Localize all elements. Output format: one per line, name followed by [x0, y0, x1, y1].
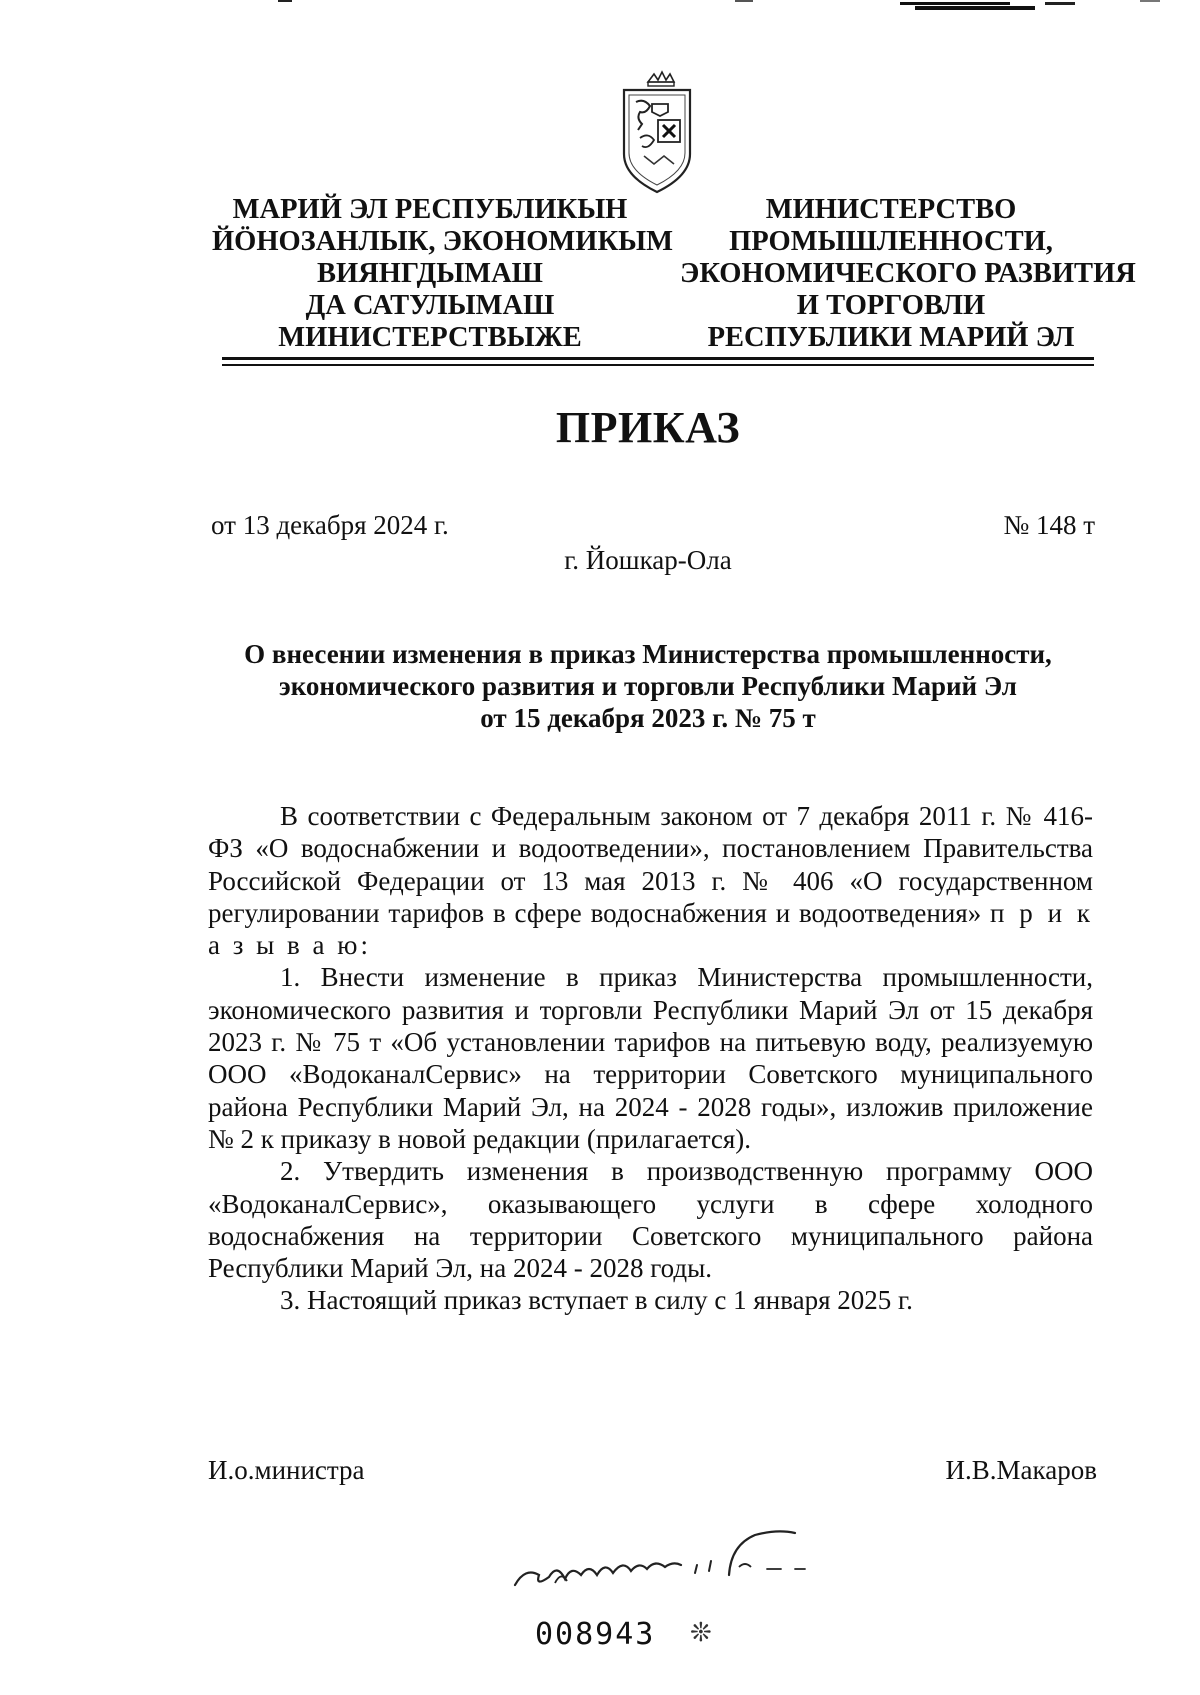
serial-mark-icon: ❊	[690, 1618, 712, 1648]
subject-line: О внесении изменения в приказ Министерства промышленности,	[244, 639, 1052, 669]
header-right-line: И ТОРГОВЛИ	[796, 290, 986, 321]
header-left-line: МАРИЙ ЭЛ РЕСПУБЛИКЫН	[232, 194, 628, 225]
signer-name: И.В.Макаров	[945, 1455, 1097, 1485]
header-right-line: РЕСПУБЛИКИ МАРИЙ ЭЛ	[707, 322, 1075, 353]
header-divider-thick	[222, 357, 1094, 360]
document-serial-number: 008943	[535, 1617, 656, 1652]
document-number: № 148 т	[1003, 510, 1095, 540]
order-item: 2. Утвердить изменения в производственную программу ООО «ВодоканалСервис», оказывающего услуги в сфере холодного водоснабжения на территории Советского муниципального района Республики Марий Эл, на 2024 - 2028 годы.	[208, 1156, 1093, 1284]
document-subject	[200, 638, 1096, 734]
header-left-line: ДА САТУЛЫМАШ	[305, 290, 555, 321]
header-divider-thin	[222, 364, 1094, 366]
header-right-line: ЭКОНОМИЧЕСКОГО РАЗВИТИЯ	[680, 258, 1136, 289]
header-right-block	[680, 194, 1136, 354]
header-left-block	[212, 194, 674, 354]
order-item: 1. Внести изменение в приказ Министерства промышленности, экономического развития и торговли Республики Марий Эл от 15 декабря 2023 г. № 75 т «Об установлении тарифов на питьевую воду, реализуемую ООО «ВодоканалСервис» на территории Советского муниципального района Республики Марий Эл, на 2024 - 2028 годы», изложив приложение № 2 к приказу в новой редакции (прилагается).	[208, 962, 1093, 1154]
coat-of-arms-icon	[618, 68, 696, 196]
order-word: п р и к а з ы в а ю:	[208, 897, 1093, 961]
subject-line: от 15 декабря 2023 г. № 75 т	[480, 703, 816, 733]
subject-line: экономического развития и торговли Республики Марий Эл	[279, 671, 1017, 701]
header-left-line: ЙӦНОЗАНЛЫК, ЭКОНОМИКЫМ	[212, 226, 674, 257]
document-date: от 13 декабря 2024 г.	[211, 510, 449, 540]
header-left-line: ВИЯНГДЫМАШ	[317, 258, 543, 289]
signer-position: И.о.министра	[208, 1455, 365, 1485]
header-left-line: МИНИСТЕРСТВЫЖЕ	[278, 322, 582, 353]
header-right-line: ПРОМЫШЛЕННОСТИ,	[729, 226, 1053, 257]
document-city: г. Йошкар-Ола	[564, 545, 732, 575]
preamble-text: В соответствии с Федеральным законом от 7 декабря 2011 г. № 416-ФЗ «О водоснабжении и водоотведении», постановлением Правительства Российской Федерации от 13 мая 2013 г. № 406 «О государственном регулировании тарифов в сфере водоснабжения и водоотведения»	[208, 801, 1093, 928]
document-body	[208, 800, 1093, 1317]
preamble-paragraph	[208, 800, 1093, 961]
header-right-line: МИНИСТЕРСТВО	[765, 194, 1017, 225]
document-title: ПРИКАЗ	[555, 403, 741, 452]
order-item: 3. Настоящий приказ вступает в силу с 1 января 2025 г.	[280, 1285, 913, 1316]
scan-artifacts	[0, 0, 1200, 14]
handwritten-signature-icon	[505, 1505, 865, 1595]
